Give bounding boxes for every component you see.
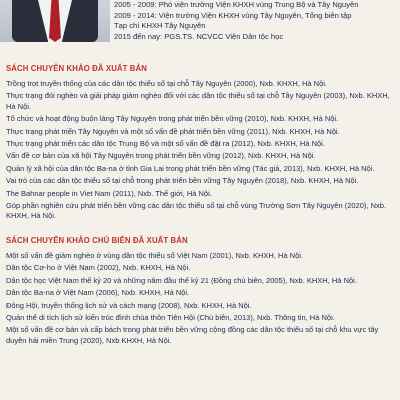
list-item: Quản thể di tích lịch sử kiến trúc đình chùa thôn Tiên Hội (Chủ biên, 2013), Nxb. Thông tin, Hà Nội. [6,312,335,322]
section-title-edited: SÁCH CHUYÊN KHẢO CHỦ BIÊN ĐÃ XUẤT BẢN [6,235,188,245]
list-item: Trồng trọt truyền thống của các dân tộc thiểu số tại chỗ Tây Nguyên (2000), Nxb. KHXH, Hà Nội. [6,79,327,88]
author-photo [0,0,110,42]
list-item: Dân tộc Cơ-ho ở Việt Nam (2002), Nxb. KHXH, Hà Nội. [6,263,191,273]
bio-line: Tạp chí KHXH Tây Nguyên [114,21,206,31]
section-title-monographs: SÁCH CHUYÊN KHẢO ĐÃ XUẤT BẢN [6,64,147,73]
list-item: Một số vấn đề cơ bản và cấp bách trong phát triển bền vững cộng đồng các dân tộc thiểu số tại chỗ khu vực tây duyên hải miền Trung (2020), Nxb KHXH, Hà Nội. [6,325,379,345]
list-item: Dân tộc học Việt Nam thế kỷ 20 và những năm đầu thế kỷ 21 (Đồng chủ biên, 2005), Nxb. KHXH, Hà Nội. [6,275,357,285]
list-item: Dân tộc Ba-na ở Việt Nam (2006), Nxb. KHXH, Hà Nội. [6,288,190,298]
list-item: Góp phần nghiên cứu phát triển bền vững các dân tộc thiểu số tại chỗ vùng Trường Sơn Tây Nguyên (2020), Nxb. KHXH, Hà Nội. [6,201,386,221]
list-item: Thực trạng phát triển các dân tộc Trung Bộ và một số vấn đề đặt ra (2012), Nxb. KHXH, Hà Nội. [6,139,325,149]
list-item: Tổ chức và hoạt động buôn làng Tây Nguyên trong phát triển bền vững (2010), Nxb. KHXH, Hà Nội. [6,114,339,124]
bio-block [114,0,396,42]
list-item: The Bahnar people in Viet Nam (2011), Nxb. Thế giới, Hà Nội. [6,188,212,198]
bio-line: 2009 - 2014: Viện trưởng Viện KHXH vùng Tây Nguyên, Tổng biên tập [114,10,352,20]
list-item: Thực trạng phát triển Tây Nguyên và một số vấn đề phát triển bền vững (2011), Nxb. KHXH, Hà Nội. [6,126,340,136]
list-item: Vấn đề cơ bản của xã hội Tây Nguyên trong phát triển bền vững (2012), Nxb. KHXH, Hà Nội. [6,151,316,161]
bio-line: 2015 đến nay: PGS.TS. NCVCC Viện Dân tộc học [114,31,284,41]
publications-content [6,50,396,348]
list-item: Đông Hội, truyền thống lịch sử và cách mạng (2008), Nxb. KHXH, Hà Nội. [6,300,252,310]
list-item: Vai trò của các dân tộc thiểu số tại chỗ trong phát triển bền vững Tây Nguyên (2018), Nxb. KHXH, Hà Nội. [6,176,359,186]
bio-line: 2005 - 2009: Phó viện trưởng Viện KHXH vùng Trung Bộ và Tây Nguyên [114,0,359,9]
list-item: Thực trạng đói nghèo và giải pháp giảm nghèo đối với các dân tộc thiểu số tại chỗ Tây Nguyên (2003), Nxb. KHXH, Hà Nội. [6,91,390,111]
list-item: Quản lý xã hội của dân tộc Ba-na ở tỉnh Gia Lai trong phát triển bền vững (Tác giả, 2013), Nxb. KHXH, Hà Nội. [6,163,375,173]
list-item: Một số vấn đề giảm nghèo ở vùng dân tộc thiểu số Việt Nam (2001), Nxb. KHXH, Hà Nội. [6,250,304,260]
